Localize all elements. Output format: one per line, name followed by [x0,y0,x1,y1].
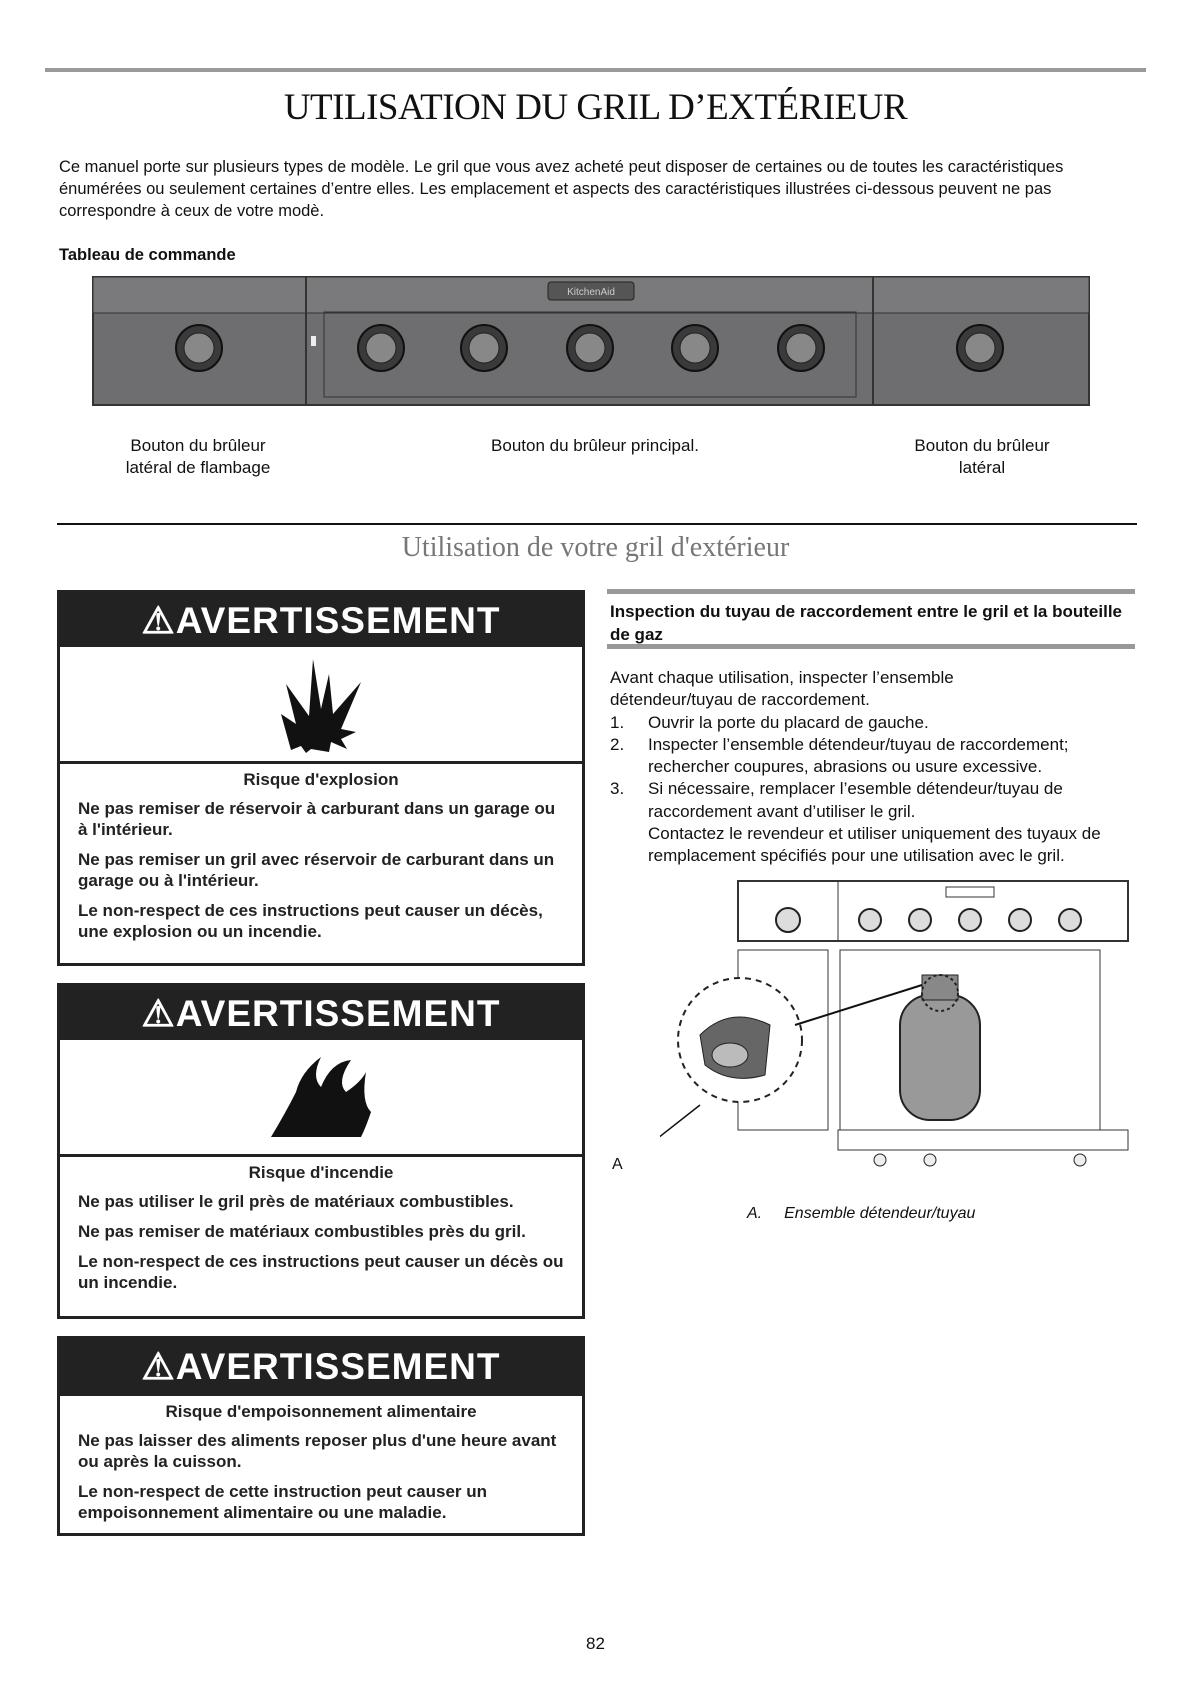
step-item: 1. Ouvrir la porte du placard de gauche. [610,712,929,732]
warning-triangle-icon: ⚠ [141,600,176,641]
section-rule [57,523,1137,525]
warning-triangle-icon: ⚠ [141,1346,176,1387]
heading-bar-bottom [607,644,1135,649]
fire-icon [266,1052,376,1142]
label-side-flambe-burner: Bouton du brûleur latéral de flambage [125,436,271,477]
label-main-burner: Bouton du brûleur principal. [491,436,699,455]
page-number: 82 [586,1634,605,1653]
warning-header: ⚠AVERTISSEMENT [60,986,582,1040]
figure-caption: A. Ensemble détendeur/tuyau [747,1205,976,1222]
section-title: Utilisation de votre gril d'extérieur [401,532,790,563]
heading-bar-top [607,589,1135,594]
brand-logo: KitchenAid [567,287,615,298]
top-rule [45,68,1146,72]
step-item: 2. Inspecter l’ensemble détendeur/tuyau de raccordement; rechercher coupures, abrasions ou usure excessive. [610,734,1069,777]
inspection-heading: Inspection du tuyau de raccordement entre le gril et la bouteille de gaz [610,602,1123,644]
warning-food-poisoning: ⚠AVERTISSEMENT Risque d'empoisonnement alimentaire Ne pas laisser des aliments reposer plus d'une heure avant ou après la cuisson. Le non-respect de cette instruction peut causer un empoisonnement alimentaire ou une maladie. [57,1336,585,1536]
inspection-text: Avant chaque utilisation, inspecter l’ensemble détendeur/tuyau de raccordement. 1. Ouvrir la porte du placard de gauche. 2. Inspecter l’ensemble détendeur/tuyau de raccordement; rechercher coupures, abrasions ou usure excessive. 3. Si nécessaire, remplacer l’esemble détendeur/tuyau de raccordement avant d’utiliser le gril. Contactez le revendeur et utiliser uniquement des tuyaux de remplacement spécifiés pour une utilisation avec le gril. [610,667,1140,868]
intro-paragraph: Ce manuel porte sur plusieurs types de modèle. Le gril que vous avez acheté peut disposer de certaines ou de toutes les caractéristiques énumérées ou seulement certaines d’entre elles. Les emplacement et aspects des caractéristiques illustrées ci-dessous peuvent ne pas correspondre à ceux de votre modè. [59,158,1064,220]
step-item: 3. Si nécessaire, remplacer l’esemble détendeur/tuyau de raccordement avant d’utiliser le gril. Contactez le revendeur et utiliser uniquement des tuyaux de remplacement spécifiés pour une utilisation avec le gril. [610,779,1101,866]
label-side-burner: Bouton du brûleur latéral [914,436,1050,477]
warning-header: ⚠AVERTISSEMENT [60,1339,582,1393]
warning-header: ⚠AVERTISSEMENT [60,593,582,647]
page-title: UTILISATION DU GRIL D’EXTÉRIEUR [283,87,908,128]
warning-triangle-icon: ⚠ [141,993,176,1034]
warning-fire: ⚠AVERTISSEMENT Risque d'incendie Ne pas utiliser le gril près de matériaux combustibles. Ne pas remiser de matériaux combustibles près du gril. Le non-respect de ces instructions peut causer un décès ou un incendie. [57,983,585,1319]
warning-explosion: ⚠AVERTISSEMENT Risque d'explosion Ne pas remiser de réservoir à carburant dans un garage ou à l'intérieur. Ne pas remiser un gril avec réservoir de carburant dans un garage ou à l'intérieur. Le non-respect de ces instructions peut causer un décès, une explosion ou un incendie. [57,590,585,966]
control-panel-heading: Tableau de commande [59,246,236,264]
control-panel-illustration [92,276,1090,406]
grill-tank-illustration [660,875,1130,1175]
explosion-icon [271,654,371,754]
callout-label-a: A [612,1156,623,1173]
